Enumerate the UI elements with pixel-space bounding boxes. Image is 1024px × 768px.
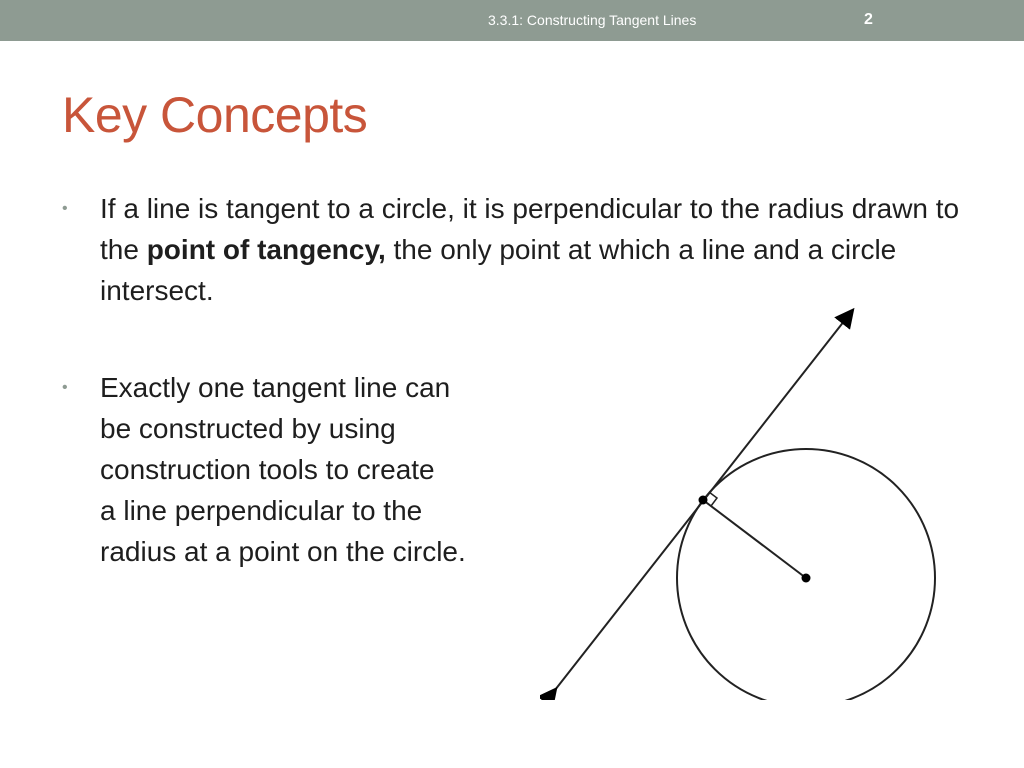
bullet-text-end: the only point at which a line and a circle intersect.: [100, 234, 897, 306]
tangent-diagram: [540, 300, 950, 700]
bullet-tangent-definition: [62, 188, 960, 311]
circle-center: [802, 574, 811, 583]
right-angle-marker: [709, 492, 717, 506]
slide-title: Key Concepts: [62, 87, 368, 143]
bullet-marker: •: [62, 200, 68, 217]
bullet-line-1: Exactly one tangent line can: [100, 372, 451, 403]
bullet-line-3: construction tools to create: [100, 454, 435, 485]
bullet-text-start: If a line is tangent to a circle, it is perpendicular to the radius drawn to the: [100, 193, 960, 265]
bullet-line-2: be constructed by using: [100, 413, 396, 444]
bullet-construction: [62, 367, 570, 572]
bullet-line-5: radius at a point on the circle.: [100, 536, 466, 567]
page-number: 2: [864, 11, 873, 28]
bullet-text-bold: point of tangency,: [146, 234, 386, 265]
header-bar: [0, 0, 1024, 41]
radius-line: [703, 500, 806, 578]
header-title: 3.3.1: Constructing Tangent Lines: [488, 12, 697, 28]
point-of-tangency: [699, 496, 708, 505]
bullet-marker: •: [62, 379, 68, 396]
bullet-line-4: a line perpendicular to the: [100, 495, 423, 526]
